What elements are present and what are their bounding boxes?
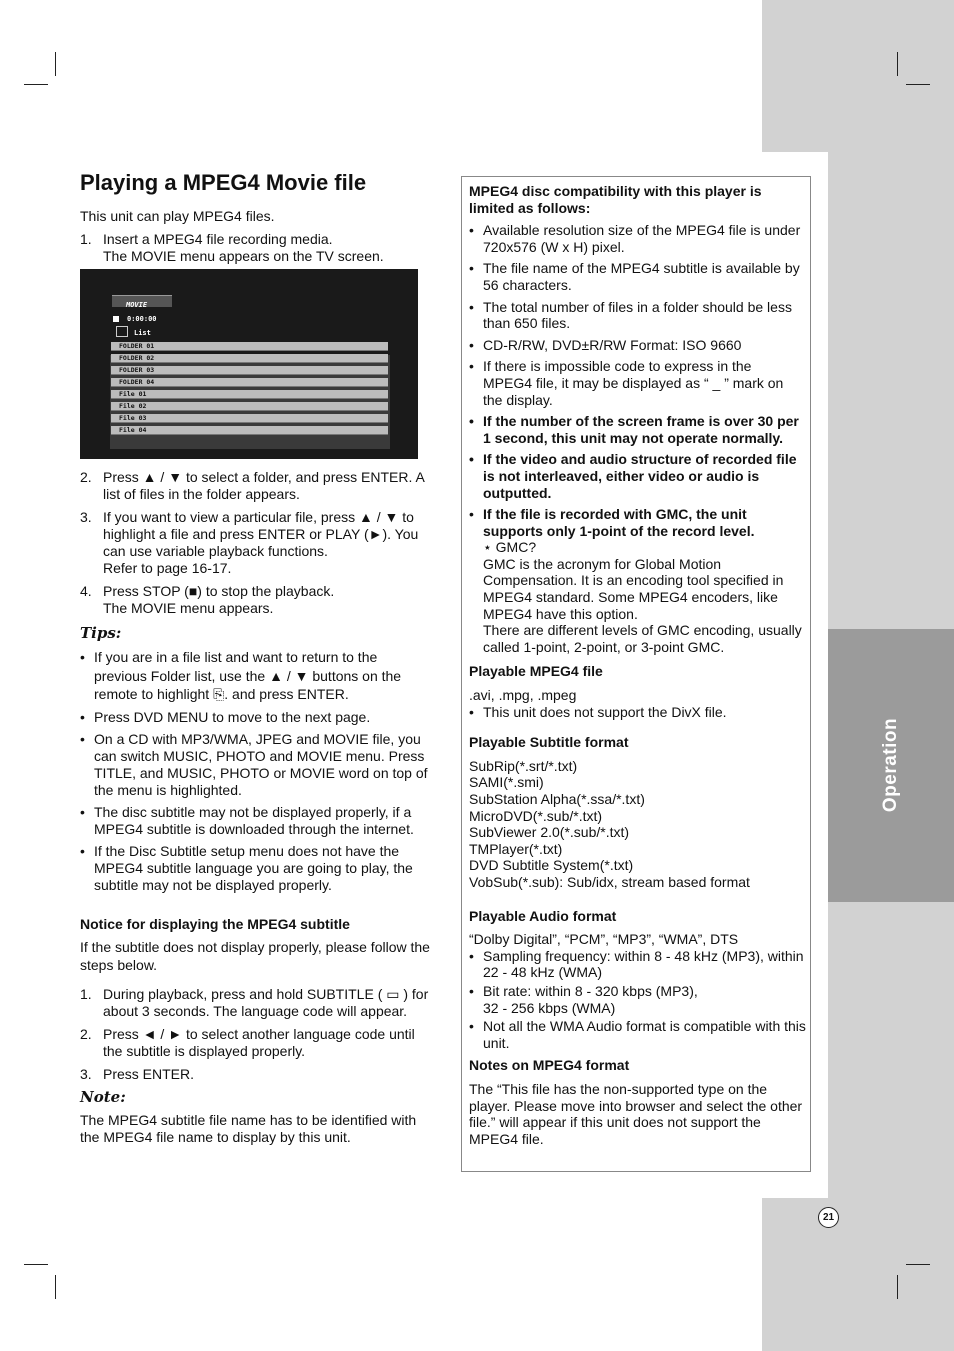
compat-item: • The total number of files in a folder should be less than 650 files. (469, 299, 804, 332)
notice-step: 2. Press ◄ / ► to select another language code until the subtitle is displayed properly. (80, 1025, 415, 1059)
crop-mark (897, 52, 898, 76)
compat-list (469, 222, 810, 655)
steps-list-b (80, 469, 432, 617)
crop-mark (897, 1275, 898, 1299)
note-heading: Note: (80, 1087, 126, 1106)
menu-list-label: List (116, 325, 151, 342)
crop-mark (906, 1264, 930, 1265)
audio-formats: “Dolby Digital”, “PCM”, “MP3”, “WMA”, DTS (469, 931, 739, 948)
tips-heading: Tips: (80, 624, 122, 642)
crop-mark (55, 52, 56, 76)
notice-steps (80, 986, 432, 1083)
tip-item: • Press DVD MENU to move to the next page. (80, 709, 432, 726)
compat-item: • If the video and audio structure of recorded file is not interleaved, either video or audio is outputted. (469, 451, 804, 501)
subtitle-format: SubViewer 2.0(*.sub/*.txt) (469, 824, 630, 841)
compat-item: • If there is impossible code to express in the MPEG4 file, it may be displayed as “ _ ” mark on the display. (469, 358, 804, 408)
tip-item: • If the Disc Subtitle setup menu does not have the MPEG4 subtitle language you are going to play, the subtitle may not be displayed properly. (80, 843, 432, 894)
crop-mark (906, 84, 930, 85)
menu-row: FOLDER 01 (111, 342, 388, 351)
menu-row: File 04 (111, 426, 388, 435)
menu-row: FOLDER 04 (111, 378, 388, 387)
crop-mark (24, 1264, 48, 1265)
subtitle-format: SubRip(*.srt/*.txt) (469, 757, 578, 774)
compat-item: • Available resolution size of the MPEG4 file is under 720x576 (W x H) pixel. (469, 222, 804, 255)
menu-time: 0:00:00 (113, 311, 157, 328)
menu-row: File 01 (111, 390, 388, 399)
gmc-question: ⋆ GMC? (483, 539, 537, 556)
playable-file-heading: Playable MPEG4 file (469, 663, 603, 680)
step-item: 3. If you want to view a particular file, press ▲ / ▼ to highlight a file and press ENTER or PLAY (►). You can use variable playback functions. Refer to page 16-17. (80, 509, 419, 576)
subtitle-format: TMPlayer(*.txt) (469, 840, 563, 857)
step-item: 1. Insert a MPEG4 file recording media. The MOVIE menu appears on the TV screen. (80, 231, 384, 264)
playable-file-notes (469, 704, 810, 721)
box-heading: MPEG4 disc compatibility with this player is limited as follows: (469, 183, 762, 216)
notes-heading: Notes on MPEG4 format (469, 1057, 630, 1074)
stop-icon (113, 316, 119, 322)
tip-item: • The disc subtitle may not be displayed properly, if a MPEG4 subtitle is downloaded through the internet. (80, 804, 432, 838)
steps-list-a (80, 231, 432, 265)
gmc-explanation: GMC is the acronym for Global Motion Compensation. It is an encoding tool specified in MPEG4 standard. Some MPEG4 encoders, like MPEG4 have this option. (483, 555, 784, 622)
subtitle-format: SubStation Alpha(*.ssa/*.txt) (469, 791, 645, 807)
compatibility-box (461, 176, 811, 1172)
audio-list (469, 948, 810, 1052)
tip-item: • If you are in a file list and want to return to the previous Folder list, use the ▲ / ▼ buttons on the remote to highlight ⎘. and press ENTER. (80, 648, 432, 704)
subtitle-heading: Playable Subtitle format (469, 734, 629, 751)
menu-tab: MOVIE (112, 295, 172, 307)
playable-file-ext: .avi, .mpg, .mpeg (469, 687, 577, 704)
left-column (80, 170, 432, 1146)
subtitle-formats (469, 758, 810, 891)
menu-row: File 02 (111, 402, 388, 411)
compat-item-gmc: • If the file is recorded with GMC, the unit supports only 1-point of the record level. ⋆ GMC? GMC is the acronym for Global Motion Compensation. It is an encoding tool specified in MPEG4 standard. Some MPEG4 encoders, like MPEG4 have this option. There are different levels of GMC encoding, usually called 1-point, 2-point, or 3-point GMC. (469, 506, 804, 655)
subtitle-format: VobSub(*.sub): Sub/idx, stream based format (469, 873, 750, 890)
gmc-levels: There are different levels of GMC encoding, usually called 1-point, 2-point, or 3-point GMC. (483, 622, 802, 655)
menu-row: FOLDER 03 (111, 366, 388, 375)
notice-intro: If the subtitle does not display properly, please follow the steps below. (80, 938, 430, 973)
step-item: 4. Press STOP (■) to stop the playback. The MOVIE menu appears. (80, 583, 335, 616)
subtitle-format: SAMI(*.smi) (469, 774, 544, 791)
tip-item: • On a CD with MP3/WMA, JPEG and MOVIE file, you can switch MUSIC, PHOTO and MOVIE menu. Press TITLE, and MUSIC, PHOTO or MOVIE word on top of the menu is highlighted. (80, 731, 432, 799)
tips-list (80, 648, 432, 894)
section-tab (828, 629, 954, 902)
notes-text: The “This file has the non-supported type on the player. Please move into browser and select the other file.” will appear if this unit does not support the MPEG4 file. (469, 1080, 803, 1147)
page-title: Playing a MPEG4 Movie file (80, 170, 367, 195)
subtitle-format: DVD Subtitle System(*.txt) (469, 857, 634, 874)
audio-item: • Sampling frequency: within 8 - 48 kHz (MP3), within 22 - 48 kHz (WMA) (469, 948, 810, 981)
step-item: 2. Press ▲ / ▼ to select a folder, and press ENTER. A list of files in the folder appears. (80, 469, 425, 502)
audio-heading: Playable Audio format (469, 907, 617, 924)
notice-step: 3. Press ENTER. (80, 1065, 195, 1082)
audio-item: • Not all the WMA Audio format is compatible with this unit. (469, 1018, 810, 1051)
compat-item: • The file name of the MPEG4 subtitle is available by 56 characters. (469, 260, 804, 293)
movie-menu-screenshot (80, 269, 418, 459)
menu-row: File 03 (111, 414, 388, 423)
note-text: The MPEG4 subtitle file name has to be identified with the MPEG4 file name to display by this unit. (80, 1111, 417, 1145)
page-number: 21 (818, 1207, 839, 1228)
compat-item: • CD-R/RW, DVD±R/RW Format: ISO 9660 (469, 337, 804, 354)
compat-item: • If the number of the screen frame is over 30 per 1 second, this unit may not operate normally. (469, 413, 804, 446)
folder-icon (116, 326, 128, 337)
notice-heading: Notice for displaying the MPEG4 subtitle (80, 915, 350, 932)
menu-row: FOLDER 02 (111, 354, 388, 363)
section-tab-label: Operation (880, 717, 901, 813)
audio-item: • Bit rate: within 8 - 320 kbps (MP3), 32 - 256 kbps (WMA) (469, 983, 810, 1016)
notice-step: 1. During playback, press and hold SUBTITLE ( ▭ ) for about 3 seconds. The language code will appear. (80, 985, 429, 1019)
crop-mark (55, 1275, 56, 1299)
playable-file-note: • This unit does not support the DivX file. (469, 704, 810, 721)
crop-mark (24, 84, 48, 85)
subtitle-format: MicroDVD(*.sub/*.txt) (469, 807, 603, 824)
intro-text: This unit can play MPEG4 files. (80, 208, 275, 224)
